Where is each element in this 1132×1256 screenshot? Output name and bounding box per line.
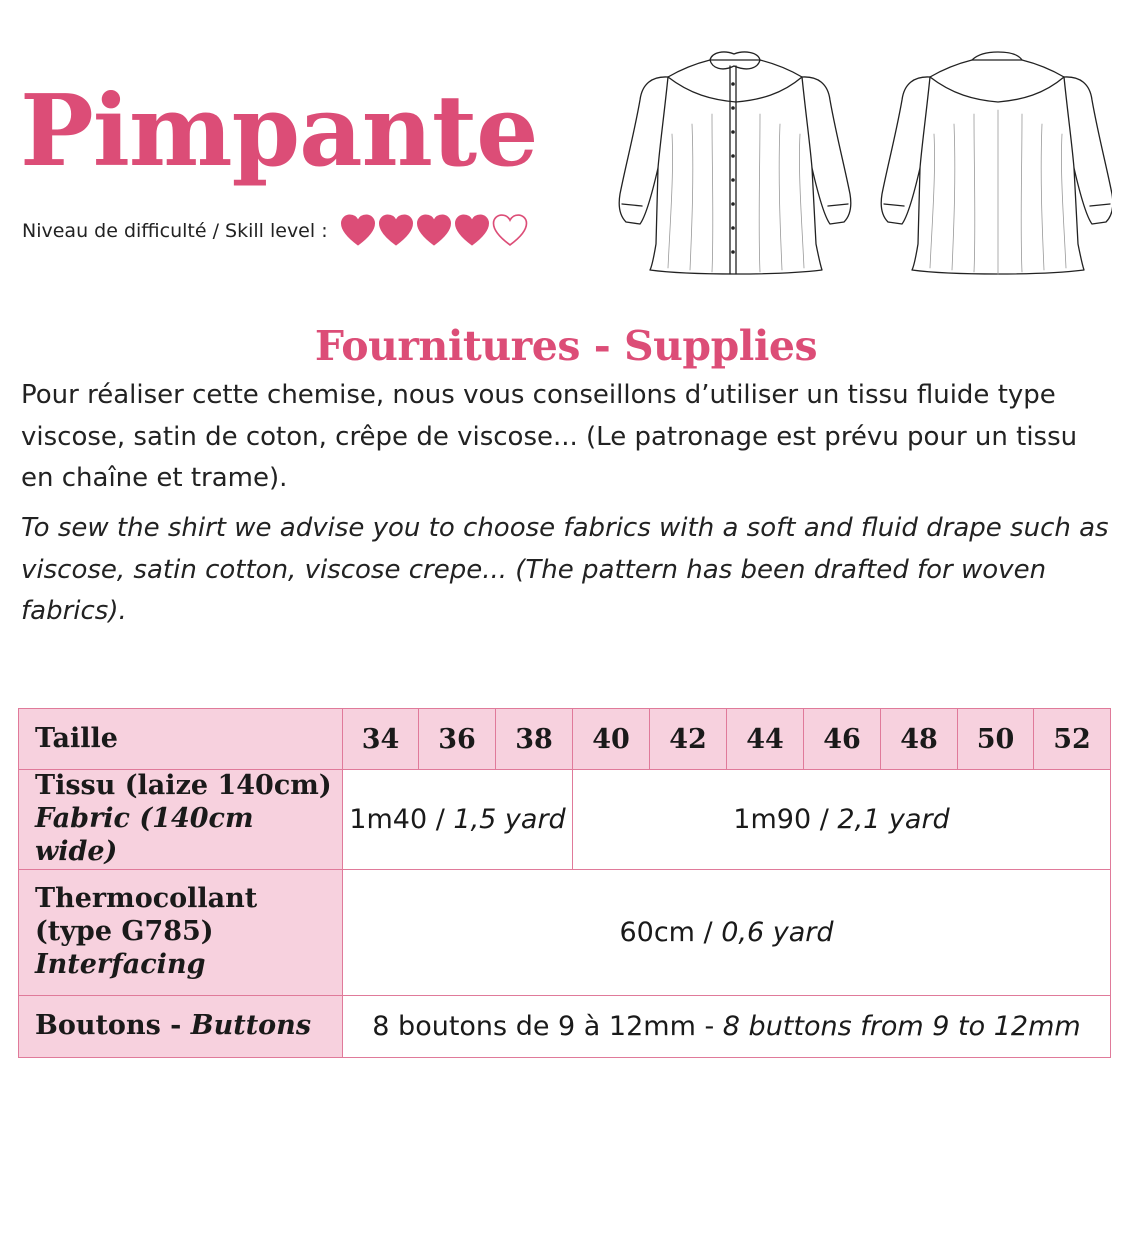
interfacing-label-line1: Thermocollant [35, 882, 258, 914]
size-cell: 48 [881, 709, 958, 770]
buttons-label-fr: Boutons - [35, 1009, 191, 1041]
fabric-value-large [573, 770, 1111, 870]
buttons-label [19, 995, 343, 1057]
heart-outline-icon [492, 214, 528, 247]
table-row-fabric [19, 770, 1111, 870]
size-cell: 46 [804, 709, 881, 770]
skill-level [22, 214, 528, 247]
table-row-buttons [19, 995, 1111, 1057]
shirt-front-drawing [619, 52, 851, 274]
buttons-label-en: Buttons [190, 1009, 312, 1041]
buttons-value-fr: 8 boutons de 9 à 12mm - [372, 1010, 723, 1042]
size-cell: 34 [343, 709, 419, 770]
size-cell: 42 [650, 709, 727, 770]
supplies-table [18, 708, 1111, 1058]
interfacing-label-en: Interfacing [35, 948, 206, 980]
fabric-large-en: 2,1 yard [837, 803, 950, 835]
table-row-sizes [19, 709, 1111, 770]
interfacing-label-line2: (type G785) [35, 915, 214, 947]
interfacing-label [19, 869, 343, 995]
skill-rating [340, 214, 528, 247]
supplies-intro-en: To sew the shirt we advise you to choose fabrics with a soft and fluid drape such as viscose, satin cotton, viscose crepe... (The pattern has been drafted for woven fabrics). [21, 513, 1109, 627]
heart-filled-icon [378, 214, 414, 247]
size-cell: 38 [496, 709, 573, 770]
size-cell: 50 [958, 709, 1034, 770]
buttons-value-en: 8 buttons from 9 to 12mm [722, 1010, 1081, 1042]
table-row-interfacing [19, 869, 1111, 995]
fabric-label-fr: Tissu (laize 140cm) [35, 770, 332, 801]
skill-level-label: Niveau de difficulté / Skill level : [22, 219, 328, 242]
fabric-label-en: Fabric (140cm wide) [35, 802, 254, 867]
size-cell: 40 [573, 709, 650, 770]
interfacing-value [343, 869, 1111, 995]
size-cell: 52 [1034, 709, 1111, 770]
heart-filled-icon [416, 214, 452, 247]
heart-filled-icon [454, 214, 490, 247]
fabric-small-fr: 1m40 / [349, 803, 454, 835]
supplies-intro-fr: Pour réaliser cette chemise, nous vous conseillons d’utiliser un tissu fluide type viscose, satin de coton, crêpe de viscose... (Le patronage est prévu pour un tissu en chaîne et trame). [21, 380, 1078, 494]
buttons-value [343, 995, 1111, 1057]
page-title: Pimpante [20, 74, 538, 189]
interfacing-value-en: 0,6 yard [721, 916, 834, 948]
size-label: Taille [19, 709, 343, 770]
fabric-label [19, 770, 343, 870]
size-cell: 36 [419, 709, 496, 770]
heart-filled-icon [340, 214, 376, 247]
fabric-large-fr: 1m90 / [733, 803, 838, 835]
interfacing-value-fr: 60cm / [619, 916, 722, 948]
size-cell: 44 [727, 709, 804, 770]
shirt-back-drawing [881, 52, 1112, 274]
fabric-value-small [343, 770, 573, 870]
supplies-heading: Fournitures - Supplies [314, 322, 818, 370]
fabric-small-en: 1,5 yard [453, 803, 566, 835]
shirt-technical-drawings [612, 44, 1112, 284]
